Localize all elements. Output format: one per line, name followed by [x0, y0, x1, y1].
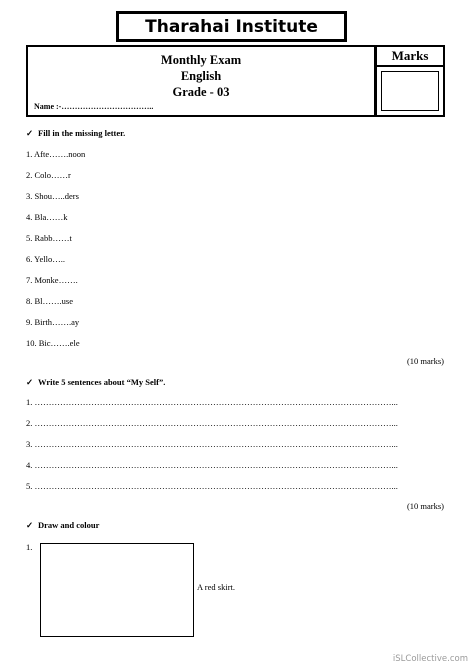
grade-title: Grade - 03	[172, 85, 230, 99]
writing-line: 1. ………………………………………………………………………………………………………………...	[26, 397, 398, 407]
writing-line: 4. ………………………………………………………………………………………………………………...	[26, 460, 398, 470]
institute-title-box	[116, 11, 347, 42]
section-write-sentences	[26, 377, 165, 388]
drawing-number: 1.	[26, 542, 33, 552]
institute-title: Tharahai Institute	[145, 16, 318, 37]
drawing-box	[40, 543, 194, 637]
list-item: 5. Rabb……t	[26, 233, 72, 243]
section-marks: (10 marks)	[406, 501, 444, 511]
marks-score-area	[381, 71, 439, 111]
check-icon: ✓	[26, 520, 34, 530]
section-title: Fill in the missing letter.	[38, 128, 126, 138]
section-draw-colour	[26, 520, 99, 531]
exam-header-box	[26, 45, 376, 117]
writing-line: 2. ………………………………………………………………………………………………………………...	[26, 418, 398, 428]
list-item: 8. Bl…….use	[26, 296, 73, 306]
section-marks: (10 marks)	[406, 356, 444, 366]
marks-box	[375, 45, 445, 117]
check-icon: ✓	[26, 377, 34, 387]
list-item: 10. Bic…….ele	[26, 338, 80, 348]
list-item: 2. Colo……r	[26, 170, 71, 180]
writing-line: 3. ………………………………………………………………………………………………………………...	[26, 439, 398, 449]
exam-title: Monthly Exam	[160, 53, 242, 67]
list-item: 9. Birth…….ay	[26, 317, 80, 327]
name-line: Name :-……………………………..	[34, 102, 154, 111]
drawing-caption: A red skirt.	[197, 582, 236, 592]
writing-line: 5. ………………………………………………………………………………………………………………...	[26, 481, 398, 491]
list-item: 3. Shou…..ders	[26, 191, 79, 201]
list-item: 1. Afte…….noon	[26, 149, 86, 159]
list-item: 6. Yello…..	[26, 254, 65, 264]
list-item: 7. Monke…….	[26, 275, 78, 285]
section-title: Write 5 sentences about “My Self”.	[38, 377, 166, 387]
section-fill-missing-letter	[26, 128, 125, 139]
check-icon: ✓	[26, 128, 34, 138]
section-title: Draw and colour	[38, 520, 100, 530]
watermark: iSLCollective.com	[392, 654, 468, 664]
list-item: 4. Bla……k	[26, 212, 68, 222]
marks-label: Marks	[377, 47, 443, 67]
subject-title: English	[180, 69, 222, 83]
